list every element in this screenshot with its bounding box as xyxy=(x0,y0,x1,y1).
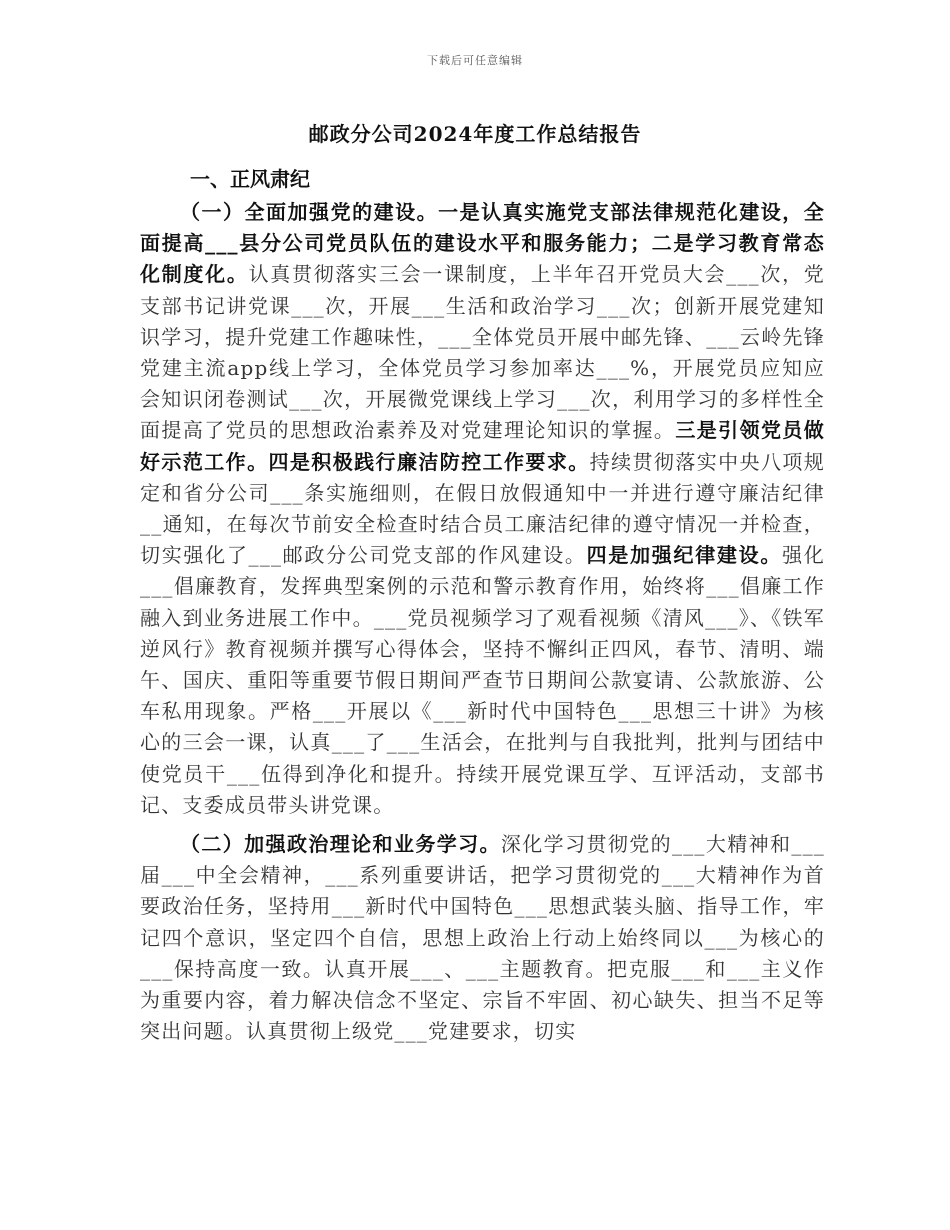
section-heading: 一、正风肃纪 xyxy=(190,167,310,191)
document-title: 邮政分公司2024年度工作总结报告 xyxy=(308,122,642,146)
document-body xyxy=(140,162,825,1047)
paragraph-1-text-3: 强化___倡廉教育，发挥典型案例的示范和警示教育作用，始终将___倡廉工作融入到业务进展工作中。___党员视频学习了观看视频《清风___》、《铁军逆风行》教育视频并撰写心得体会，坚持不懈纠正四风，春节、清明、端午、国庆、重阳等重要节假日期间严查节日期间公款宴请、公款旅游、公车私用现象。严格___开展以《___新时代中国特色___思想三十讲》为核心的三会一课，认真___了___生活会，在批判与自我批判，批判与团结中使党员干___伍得到净化和提升。持续开展党课互学、互评活动，支部书记、支委成员带头讲党课。 xyxy=(140,543,825,817)
paragraph-1-bold-2: 三是引领党员做好示范工作。四是积极践行廉洁防控工作要求。 xyxy=(140,418,826,474)
paragraph-1-text-1: 认真贯彻落实三会一课制度，上半年召开党员大会___次，党支部书记讲党课___次，开展___生活和政治学习___次；创新开展党建知识学习，提升党建工作趣味性，___全体党员开展中邮先锋、___云岭先锋党建主流app线上学习，全体党员学习参加率达___%，开展党员应知应会知识闭卷测试___次，开展微党课线上学习___次，利用学习的多样性全面提高了党员的思想政治素养及对党建理论知识的掌握。 xyxy=(140,262,826,443)
paragraph-1-text-2: 持续贯彻落实中央八项规定和省分公司___条实施细则，在假日放假通知中一并进行遵守廉洁纪律__通知，在每次节前安全检查时结合员工廉洁纪律的遵守情况一并检查，切实强化了___邮政分公司党支部的作风建设。 xyxy=(140,449,825,568)
page-header: 下载后可任意编辑 xyxy=(427,54,523,67)
paragraph-2 xyxy=(140,829,825,1047)
paragraph-1-bold-1: （一）全面加强党的建设。一是认真实施党支部法律规范化建设，全面提高___县分公司党员队伍的建设水平和服务能力；二是学习教育常态化制度化。 xyxy=(140,200,825,287)
paragraph-1-bold-3: 四是加强纪律建设。 xyxy=(586,543,783,568)
paragraph-2-text-1: 深化学习贯彻党的___大精神和___届___中全会精神，___系列重要讲话，把学习贯彻党的___大精神作为首要政治任务，坚持用___新时代中国特色___思想武装头脑、指导工作，牢记四个意识，坚定四个自信，思想上政治上行动上始终同以___为核心的___保持高度一致。认真开展___、___主题教育。把克服___和___主义作为重要内容，着力解决信念不坚定、宗旨不牢固、初心缺失、担当不足等突出问题。认真贯彻上级党___党建要求，切实 xyxy=(140,832,825,1044)
paragraph-1 xyxy=(140,197,825,821)
paragraph-2-bold-1: （二）加强政治理论和业务学习。 xyxy=(180,832,501,857)
